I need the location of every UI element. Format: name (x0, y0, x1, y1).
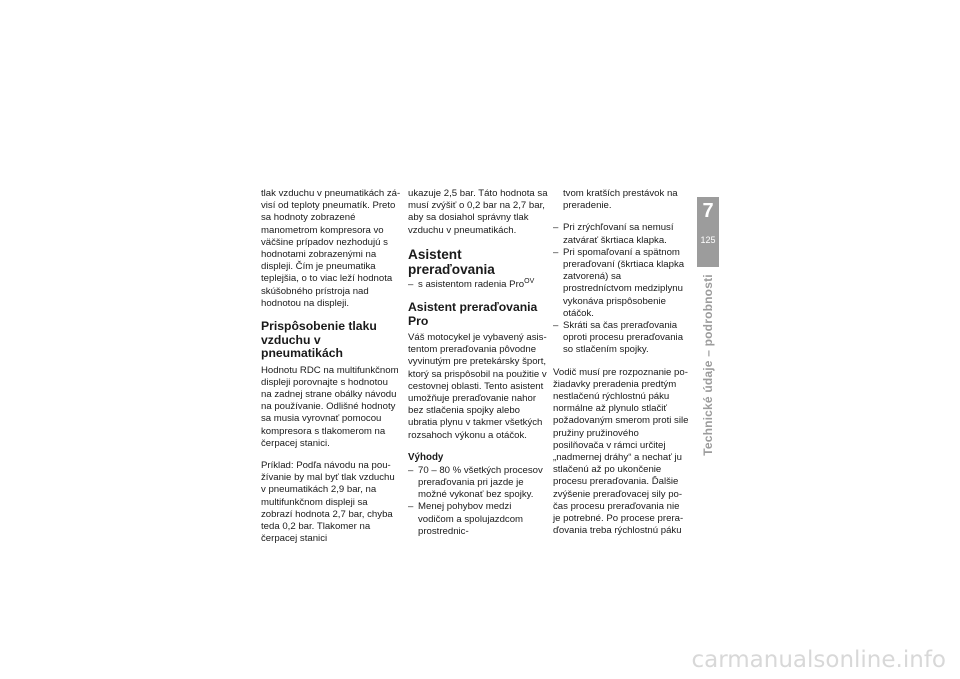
page-number: 125 (700, 235, 716, 245)
driver-instruction-paragraph: Vodič musí pre rozpoznanie požiadavky preradenia predtým nestlačenú rýchlostnú páku normálne až plynulo stlačiť požadovaným smerom proti sile pružiny pružinového posilňovača v rámci určitej „nadmernej dráhy“ a nechať ju stlačenú až po ukončenie procesu preraďovania. Ďalšie zvýšenie preraďovacej sily počas procesu preraďovania nie je potrebné. Po procese preraďovania treba rýchlostnú páku (553, 366, 689, 537)
list-item: – Pri zrýchľovaní sa nemusí zatvárať škrtiaca klapka. (553, 222, 689, 246)
option-superscript: OV (524, 277, 535, 285)
shift-assistant-pro-heading: Asistent preraďovania Pro (408, 300, 538, 328)
text-column-3 (553, 188, 689, 547)
list-item: – 70 – 80 % všetkých procesov preraďovania pri jazde je možné vykonať bez spojky. (408, 465, 548, 502)
example-paragraph: Príklad: Podľa návodu na používanie by mal byť tlak vzduchu v pneumatikách 2,9 bar, na multifunkčnom displeji sa zobrazí hodnota 2,7 bar, chyba teda 0,2 bar. Tlakomer na čerpacej stanici (261, 459, 395, 545)
benefits-heading: Výhody (408, 451, 444, 463)
shift-assistant-description: Váš motocykel je vybavený asistentom preraďovania pôvodne vyvinutým pre pretekársky šport, ktorý sa prispôsobil na použitie v cestovnej oblasti. Tento asistent umožňuje preraďovanie nahor bez stlačenia spojky alebo ubratia plynu v takmer všetkých rozsahoch výkonu a otáčok. (408, 332, 547, 441)
watermark: carmanualsonline.info (691, 647, 946, 673)
shift-assistant-pro-option: s asistentom radenia Pro (418, 278, 525, 290)
list-item: – Pri spomaľovaní a spätnom preraďovaní (škrtiaca klapka zatvorená) sa prostredníctvom medziplynu vykonáva prispôsobenie otáčok. (553, 247, 689, 320)
text-column-2 (408, 188, 548, 548)
chapter-number: 7 (702, 200, 714, 222)
adjust-pressure-heading: Prispôsobenie tlaku vzduchu v pneumatikách (261, 319, 377, 361)
shift-assistant-heading: Asistent preraďovania (408, 246, 495, 277)
list-item (408, 279, 548, 291)
text-column-1 (261, 188, 401, 555)
benefits-list-continued (553, 222, 689, 356)
chapter-title-vertical: Technické údaje – podrobnosti (701, 274, 715, 456)
list-item: – Menej pohybov medzi vodičom a spolujazdcom prostrednic- (408, 501, 548, 538)
chapter-tab (697, 197, 719, 267)
tire-pressure-paragraph: tlak vzduchu v pneumatikách závisí od teploty pneumatík. Preto sa hodnoty zobrazené manometrom kompresora vo väčšine prípadov nezhodujú s hodnotami zobrazenými na displeji. Čím je pneumatika teplejšia, o to viac leží hodnota skúšobného prístroja nad hodnotou na displeji. (261, 188, 401, 309)
benefit-continuation: tvom kratších prestávok na preradenie. (563, 188, 678, 212)
list-item: – Skráti sa čas preraďovania oproti procesu preraďovania so stlačením spojky. (553, 320, 689, 357)
pressure-continuation-paragraph: ukazuje 2,5 bar. Táto hodnota sa musí zvýšiť o 0,2 bar na 2,7 bar, aby sa dosiahol správny tlak vzduchu v pneumatikách. (408, 188, 548, 236)
rdc-compare-paragraph: Hodnotu RDC na multifunkčnom displeji porovnajte s hodnotou na zadnej strane obálky návodu na používanie. Odlišné hodnoty sa musia vyrovnať pomocou kompresora s tlakomerom na čerpacej stanici. (261, 364, 399, 449)
equipment-list (408, 279, 548, 291)
benefits-list (408, 465, 548, 538)
